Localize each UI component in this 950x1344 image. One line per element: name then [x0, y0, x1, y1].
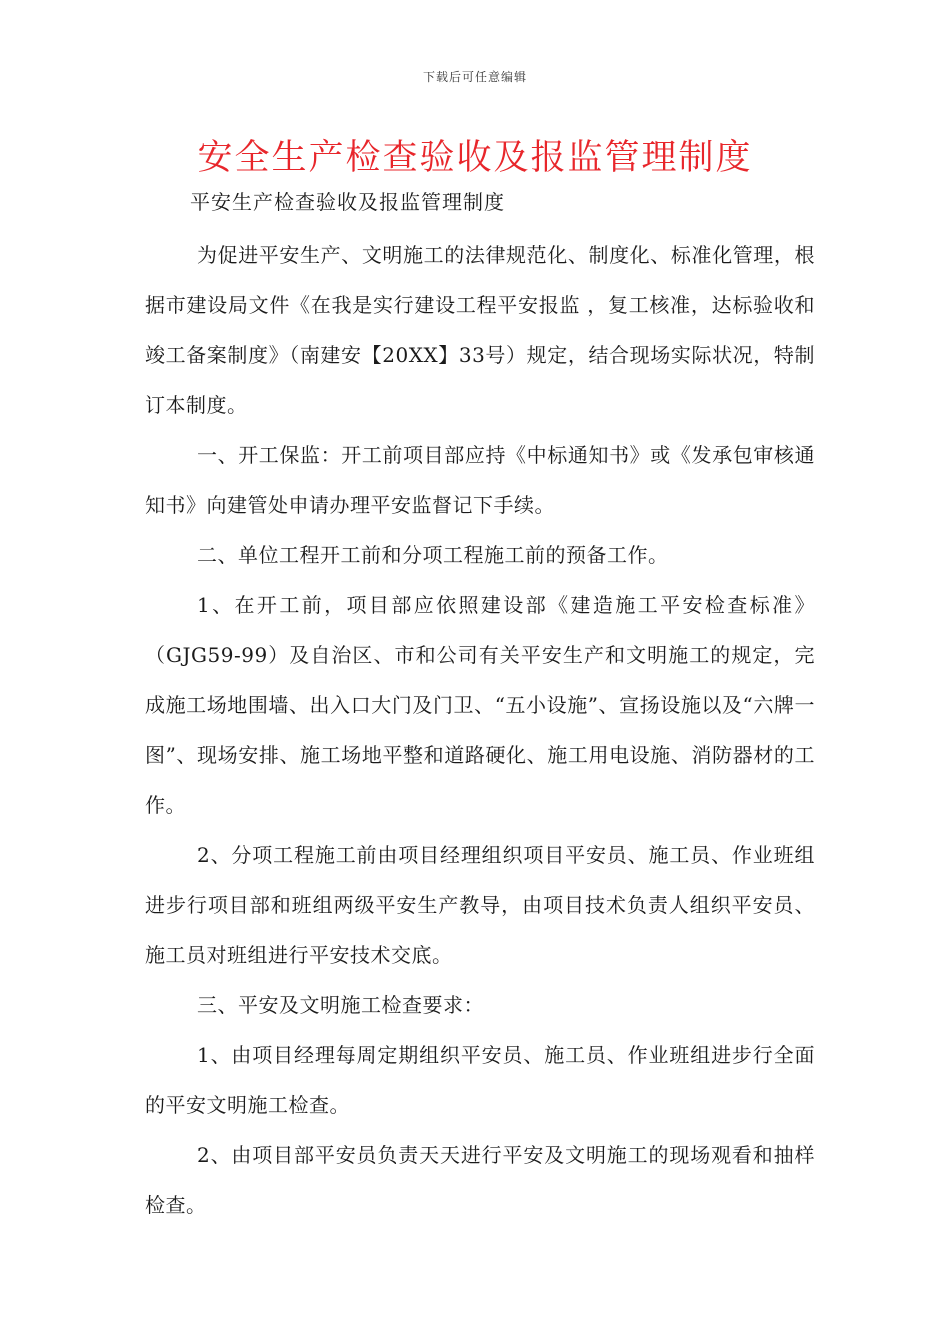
document-body	[145, 230, 815, 1230]
paragraph-section-3-item-2: 2、由项目部平安员负责天天进行平安及文明施工的现场观看和抽样检查。	[145, 1143, 815, 1217]
paragraph-section-2: 二、单位工程开工前和分项工程施工前的预备工作。	[197, 543, 669, 567]
paragraph-section-2-item-1: 1、在开工前，项目部应依照建设部《建造施工平安检查标准》（GJG59-99）及自治区、市和公司有关平安生产和文明施工的规定，完成施工场地围墙、出入口大门及门卫、“五小设施”、宣扬设施以及“六牌一图”、现场安排、施工场地平整和道路硬化、施工用电设施、消防器材的工作。	[145, 593, 815, 817]
document-subtitle: 平安生产检查验收及报监管理制度	[190, 190, 505, 214]
header-note: 下载后可任意编辑	[422, 70, 527, 84]
paragraph-section-3-item-1: 1、由项目经理每周定期组织平安员、施工员、作业班组进步行全面的平安文明施工检查。	[145, 1043, 815, 1117]
paragraph-section-3: 三、平安及文明施工检查要求：	[197, 993, 484, 1017]
paragraph-section-1: 一、开工保监：开工前项目部应持《中标通知书》或《发承包审核通知书》向建管处申请办理平安监督记下手续。	[145, 443, 815, 517]
document-title: 安全生产检查验收及报监管理制度	[197, 138, 753, 178]
paragraph-section-2-item-2: 2、分项工程施工前由项目经理组织项目平安员、施工员、作业班组进步行项目部和班组两级平安生产教导，由项目技术负责人组织平安员、施工员对班组进行平安技术交底。	[145, 843, 815, 967]
paragraph-intro: 为促进平安生产、文明施工的法律规范化、制度化、标准化管理，根据市建设局文件《在我是实行建设工程平安报监 ，复工核准，达标验收和竣工备案制度》（南建安【20XX】33号）规定，结合现场实际状况，特制订本制度。	[145, 243, 815, 417]
